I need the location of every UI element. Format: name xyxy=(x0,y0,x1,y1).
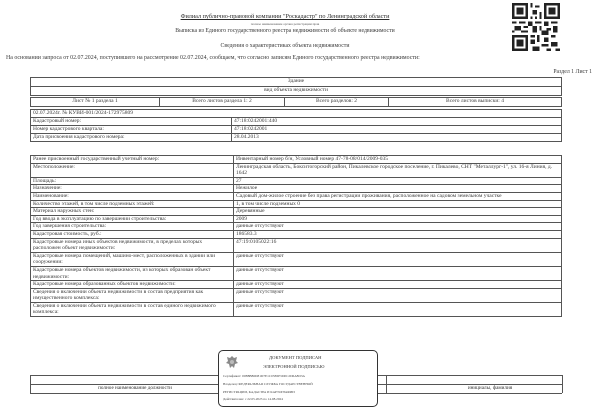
table-row xyxy=(31,200,562,208)
organization-caption: полное наименование органа регистрации прав xyxy=(250,22,320,26)
row-value: 186583.3 xyxy=(234,230,562,238)
row-label: Год завершения строительства: xyxy=(31,223,234,231)
row-value: данные отсутствуют xyxy=(234,266,562,280)
row-value: 28.04.2013 xyxy=(232,134,562,142)
section-sheets-total: Всего листов раздела 1: 2 xyxy=(160,98,285,107)
row-label: Местоположение: xyxy=(31,163,234,177)
row-label: Материал наружных стен: xyxy=(31,208,234,216)
stamp-certificate: Сертификат: 00B8B86D81D7E1C03E6E5D0C2D6A8D3A xyxy=(223,374,305,378)
row-value: данные отсутствуют xyxy=(234,288,562,302)
row-value: Деревянные xyxy=(234,208,562,216)
table-row xyxy=(31,238,562,252)
sheet-info-table xyxy=(30,97,562,107)
row-label: Кадастровые номера иных объектов недвижимости, в пределах которых расположен объект недвижимости: xyxy=(31,238,234,252)
table-row xyxy=(31,266,562,280)
table-row xyxy=(31,118,562,126)
row-label: Сведения о включении объекта недвижимости в состав предприятия как имущественного комплекса: xyxy=(31,288,234,302)
row-value: данные отсутствуют xyxy=(234,302,562,316)
table-row xyxy=(31,177,562,185)
table-row xyxy=(31,126,562,134)
registry-info-table xyxy=(30,109,562,142)
row-label: Номер кадастрового квартала: xyxy=(31,126,232,134)
row-value: 47:19:0105022:16 xyxy=(234,238,562,252)
section-label: Раздел 1 Лист 1 xyxy=(553,69,592,75)
table-row xyxy=(31,185,562,193)
row-label: Кадастровая стоимость, руб.: xyxy=(31,230,234,238)
table-row xyxy=(31,208,562,216)
coat-of-arms-icon xyxy=(225,354,239,370)
row-label: Количество этажей, в том числе подземных этажей: xyxy=(31,200,234,208)
row-label: Год ввода в эксплуатацию по завершении строительства: xyxy=(31,215,234,223)
row-value: Ленинградская область, Бокситогорский район, Пикалевское городское поселение, г. Пикалево, СНТ "Металлург-1", ул. 16-я Линия, д. 1642 xyxy=(234,163,562,177)
stamp-title-1: ДОКУМЕНТ ПОДПИСАН xyxy=(269,355,322,360)
row-label: Сведения о включении объекта недвижимости в состав единого недвижимого комплекса: xyxy=(31,302,234,316)
stamp-owner-1: Владелец: ФЕДЕРАЛЬНАЯ СЛУЖБА ГОСУДАРСТВЕННОЙ xyxy=(223,382,313,386)
stamp-title-2: ЭЛЕКТРОННОЙ ПОДПИСЬЮ xyxy=(263,364,325,369)
table-row xyxy=(31,156,562,164)
row-value: данные отсутствуют xyxy=(234,281,562,289)
row-label: Дата присвоения кадастрового номера: xyxy=(31,134,232,142)
row-label: Кадастровые номера объектов недвижимости, из которых образован объект недвижимости: xyxy=(31,266,234,280)
extract-title: Выписка из Единого государственного реестра недвижимости об объекте недвижимости xyxy=(175,28,395,34)
row-label: Кадастровые номера образованных объектов недвижимости: xyxy=(31,281,234,289)
row-value: 47:18:0242001:440 xyxy=(232,118,562,126)
table-row xyxy=(31,215,562,223)
row-label: Назначение: xyxy=(31,185,234,193)
row-label: Кадастровый номер: xyxy=(31,118,232,126)
table-row xyxy=(31,230,562,238)
table-row xyxy=(31,281,562,289)
characteristics-table xyxy=(30,155,562,317)
request-number: 02.07.2024г. № КУВИ-001/2024-172975809 xyxy=(31,110,562,118)
signature-right-border xyxy=(562,375,563,393)
info-title: Сведения о характеристиках объекта недвижимости xyxy=(220,43,350,49)
basis-text: На основании запроса от 02.07.2024, поступившего на рассмотрение 02.07.2024, сообщаем, что согласно записям Единого государственного реестра недвижимости: xyxy=(6,55,420,61)
table-row xyxy=(31,288,562,302)
stamp-owner-2: РЕГИСТРАЦИИ, КАДАСТРА И КАРТОГРАФИИ xyxy=(223,390,295,394)
position-caption: полное наименование должности xyxy=(98,385,172,391)
table-row xyxy=(31,223,562,231)
row-value: данные отсутствуют xyxy=(234,223,562,231)
object-type-table xyxy=(30,77,562,96)
signature-divider xyxy=(386,375,387,393)
table-row xyxy=(31,252,562,266)
table-row xyxy=(31,134,562,142)
stamp-validity: Действителен: с 22.05.2023 по 14.08.2024 xyxy=(223,397,283,401)
row-value: данные отсутствуют xyxy=(234,252,562,266)
table-row xyxy=(31,302,562,316)
row-value: Нежилое xyxy=(234,185,562,193)
electronic-signature-stamp xyxy=(218,350,378,407)
row-label: Площадь: xyxy=(31,177,234,185)
table-row xyxy=(31,192,562,200)
object-type: Здание xyxy=(31,78,562,87)
name-caption: инициалы, фамилия xyxy=(467,385,513,391)
signature-left-border xyxy=(30,375,31,393)
row-label: Кадастровые номера помещений, машино-мест, расположенных в здании или сооружении: xyxy=(31,252,234,266)
table-row xyxy=(31,163,562,177)
extract-sheets-total: Всего листов выписки: 4 xyxy=(389,98,562,107)
row-value: 1, в том числе подземных 0 xyxy=(234,200,562,208)
qr-code-icon xyxy=(512,3,560,51)
organization-name: Филиал публично-правовой компании "Роскадастр" по Ленинградской области xyxy=(180,13,390,20)
row-value: 27 xyxy=(234,177,562,185)
row-value: Инвентарный номер б/н, Условный номер 47-78-08/014/2009-035 xyxy=(234,156,562,164)
row-value: Садовый дом-жилое строение без права регистрации проживания, расположенное на садовом земельном участке xyxy=(234,192,562,200)
row-value: 2009 xyxy=(234,215,562,223)
row-label: Ранее присвоенный государственный учетный номер: xyxy=(31,156,234,164)
row-value: 47:18:0242001 xyxy=(232,126,562,134)
sections-total: Всего разделов: 2 xyxy=(285,98,389,107)
row-label: Наименование: xyxy=(31,192,234,200)
sheet-number: Лист № 1 раздела 1 xyxy=(31,98,160,107)
object-type-caption: вид объекта недвижимости xyxy=(31,87,562,96)
